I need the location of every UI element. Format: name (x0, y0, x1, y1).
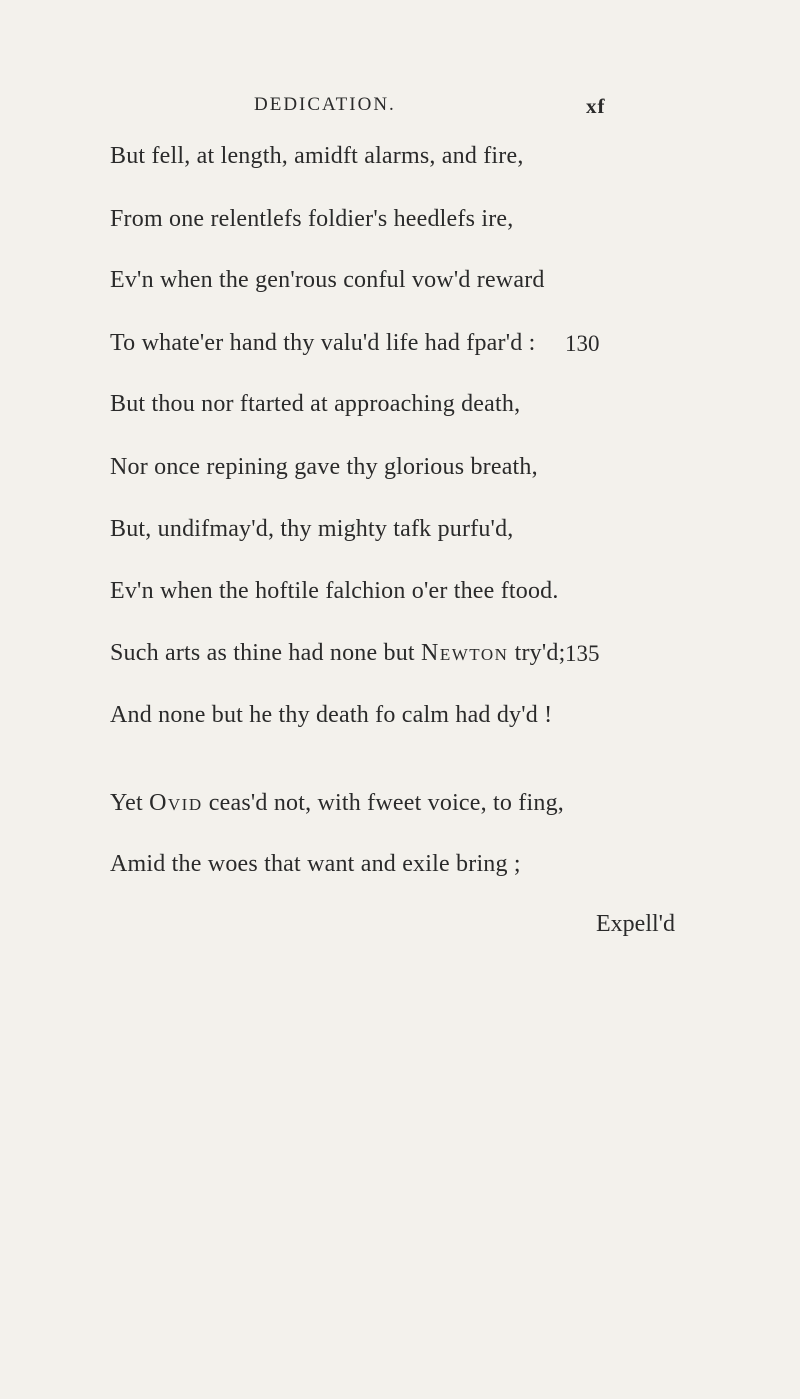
verse-line: From one relentlefs foldier's heedlefs ire, (110, 206, 514, 232)
page-number: xf (586, 94, 606, 118)
name-newton: Newton (421, 640, 509, 666)
verse-line: But fell, at length, amidft alarms, and fire, (110, 143, 524, 169)
verse-line (110, 790, 564, 817)
catchword: Expell'd (596, 911, 675, 937)
name-ovid: Ovid (149, 790, 203, 816)
verse-line (110, 640, 565, 667)
verse-line: Nor once repining gave thy glorious breath, (110, 454, 538, 480)
verse-line: Amid the woes that want and exile bring ; (110, 851, 521, 877)
running-title: DEDICATION. (254, 94, 396, 115)
verse-text: try'd; (508, 640, 566, 666)
line-number: 135 (565, 641, 600, 666)
verse-line: And none but he thy death fo calm had dy'd ! (110, 702, 553, 728)
verse-text: Yet (110, 790, 150, 816)
verse-line: To whate'er hand thy valu'd life had fpar'd : (110, 330, 536, 356)
verse-line: Ev'n when the gen'rous conful vow'd reward (110, 267, 545, 293)
running-head (0, 94, 800, 124)
verse-line: But, undifmay'd, thy mighty tafk purfu'd, (110, 516, 514, 542)
verse-line: But thou nor ftarted at approaching death, (110, 391, 521, 417)
line-number: 130 (565, 331, 600, 356)
verse-text: ceas'd not, with fweet voice, to fing, (202, 790, 564, 816)
verse-line: Ev'n when the hoftile falchion o'er thee ftood. (110, 578, 559, 604)
verse-text: Such arts as thine had none but (110, 640, 422, 666)
